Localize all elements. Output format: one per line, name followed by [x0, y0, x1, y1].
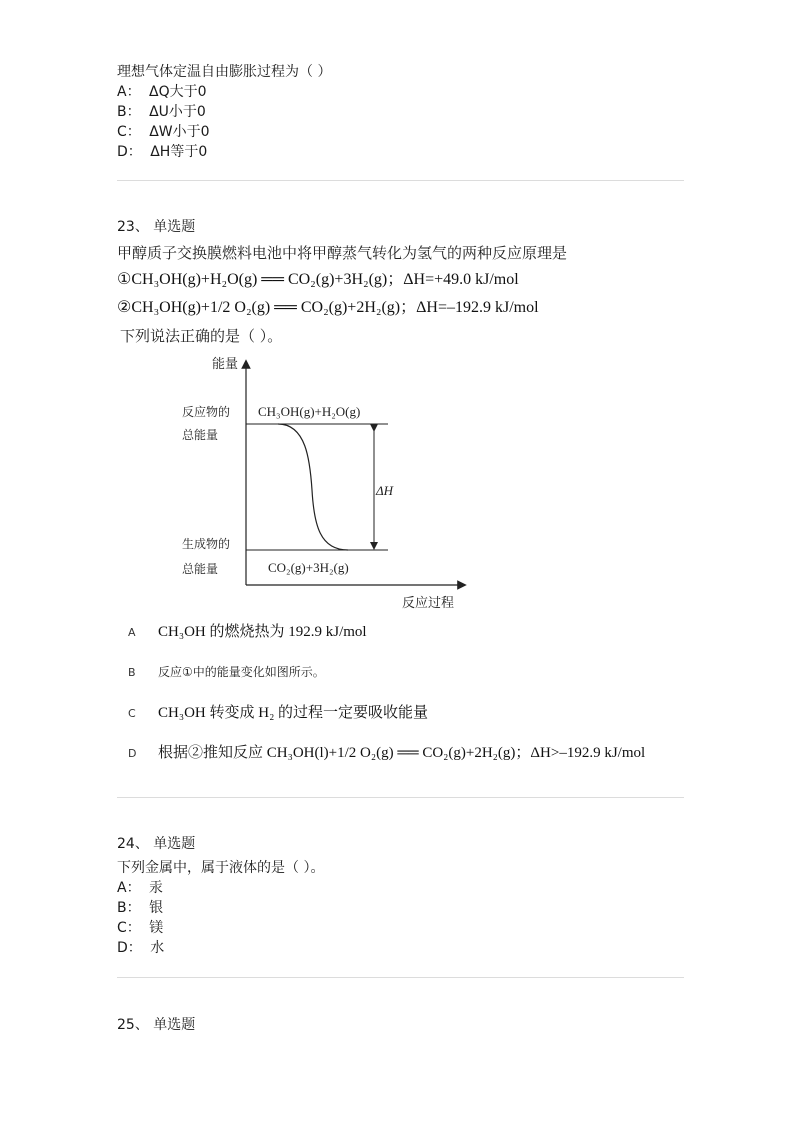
- question-22-option-d[interactable]: [117, 142, 207, 162]
- product-label-line1: 生成物的: [182, 537, 231, 551]
- option-text: ΔW小于0: [149, 124, 210, 140]
- option-key: B：: [117, 900, 141, 916]
- option-key: A: [128, 626, 136, 639]
- product-label-line2: 总能量: [182, 562, 219, 576]
- option-text: ΔH等于0: [150, 144, 208, 160]
- option-key: D: [128, 747, 137, 760]
- option-key: B: [128, 666, 136, 679]
- question-24-stem: 下列金属中，属于液体的是（ ）。: [117, 860, 325, 876]
- option-key: C：: [117, 124, 141, 140]
- divider: [117, 797, 684, 798]
- option-text: 水: [150, 940, 165, 956]
- question-23-option-a[interactable]: [128, 622, 367, 643]
- question-23-header: 23、 单选题: [117, 219, 196, 235]
- option-text: 汞: [149, 880, 164, 896]
- delta-h-label: ΔH: [376, 483, 394, 498]
- question-23-prompt: 下列说法正确的是（ ）。: [120, 327, 283, 345]
- question-23-option-d[interactable]: [128, 743, 645, 764]
- product-species: CO₂(g)+3H₂(g): [268, 560, 349, 575]
- question-24-option-d[interactable]: [117, 938, 164, 958]
- option-text: CH₃OH 的燃烧热为 192.9 kJ/mol: [158, 624, 367, 640]
- option-text: ΔU小于0: [149, 104, 206, 120]
- question-25-header: 25、 单选题: [117, 1017, 196, 1033]
- equation-1: ①CH₃OH(g)+H₂O(g) ══ CO₂(g)+3H₂(g)；ΔH=+49.0 kJ/mol: [117, 271, 519, 288]
- option-key: A：: [117, 84, 141, 100]
- question-23-option-c[interactable]: [128, 703, 428, 724]
- question-23-option-b[interactable]: [128, 662, 325, 683]
- question-24-header: 24、 单选题: [117, 836, 196, 852]
- option-text: ΔQ大于0: [149, 84, 207, 100]
- option-key: C：: [117, 920, 141, 936]
- question-22-option-b[interactable]: [117, 102, 206, 122]
- question-22-stem: 理想气体定温自由膨胀过程为（ ）: [117, 64, 332, 80]
- x-axis-label: 反应过程: [402, 596, 455, 611]
- y-axis-label: 能量: [212, 357, 239, 372]
- question-22-option-a[interactable]: [117, 82, 207, 102]
- question-24-option-c[interactable]: [117, 918, 163, 938]
- option-key: A：: [117, 880, 141, 896]
- option-text: 反应①中的能量变化如图所示。: [158, 665, 325, 679]
- question-24-option-a[interactable]: [117, 878, 163, 898]
- option-key: C: [128, 707, 136, 720]
- divider: [117, 180, 684, 181]
- option-text: CH₃OH 转变成 H₂ 的过程一定要吸收能量: [158, 705, 429, 721]
- option-text: 镁: [149, 920, 164, 936]
- option-text: 银: [149, 900, 164, 916]
- energy-diagram: [170, 350, 470, 615]
- option-key: D：: [117, 144, 142, 160]
- equation-2: ②CH₃OH(g)+1/2 O₂(g) ══ CO₂(g)+2H₂(g)；ΔH=–192.9 kJ/mol: [117, 299, 539, 316]
- reactant-species: CH₃OH(g)+H₂O(g): [258, 404, 361, 419]
- question-23-stem: 甲醇质子交换膜燃料电池中将甲醇蒸气转化为氢气的两种反应原理是: [117, 244, 568, 262]
- energy-curve: [278, 424, 348, 550]
- question-22-option-c[interactable]: [117, 122, 210, 142]
- option-text: 根据②推知反应 CH₃OH(l)+1/2 O₂(g) ══ CO₂(g)+2H₂(g)；ΔH>–192.9 kJ/mol: [158, 745, 646, 761]
- option-key: B：: [117, 104, 141, 120]
- reactant-label-line1: 反应物的: [182, 405, 231, 419]
- divider: [117, 977, 684, 978]
- reactant-label-line2: 总能量: [182, 428, 219, 442]
- question-24-option-b[interactable]: [117, 898, 163, 918]
- option-key: D：: [117, 940, 142, 956]
